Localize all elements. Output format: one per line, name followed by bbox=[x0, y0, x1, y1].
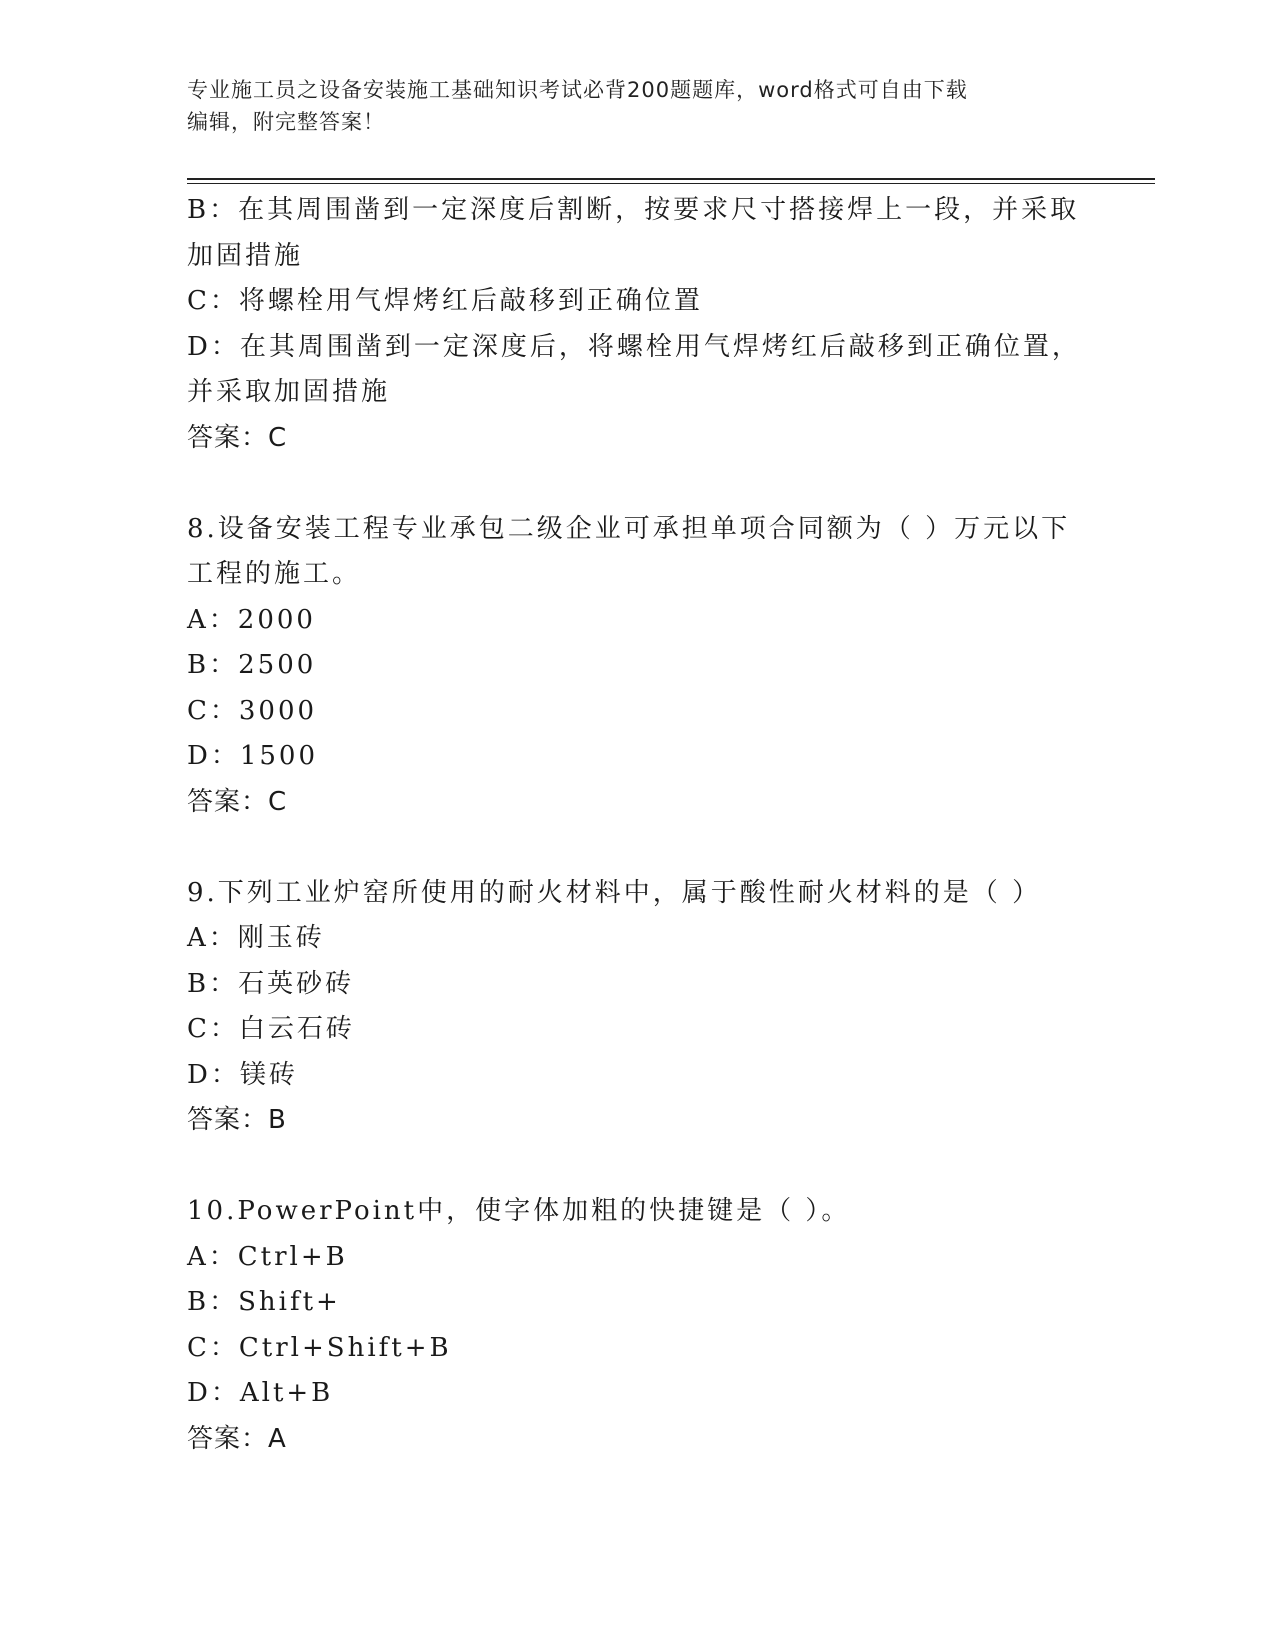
spacer bbox=[187, 461, 1087, 507]
question-7-continued bbox=[187, 188, 1087, 461]
q8-answer: 答案：C bbox=[187, 786, 288, 817]
q10-answer: 答案：A bbox=[187, 1423, 287, 1454]
q7-option-d-line-1: D：在其周围凿到一定深度后，将螺栓用气焊烤红后敲移到正确位置， bbox=[187, 331, 1081, 362]
question-10 bbox=[187, 1189, 1087, 1462]
question-9 bbox=[187, 871, 1087, 1144]
q10-option-a: A：Ctrl+B bbox=[187, 1241, 348, 1272]
spacer bbox=[187, 1144, 1087, 1190]
header-title-line-2: 编辑，附完整答案！ bbox=[187, 110, 385, 134]
q10-option-d: D：Alt+B bbox=[187, 1378, 334, 1408]
q8-option-d: D：1500 bbox=[187, 741, 319, 771]
q7-option-d-line-2: 并采取加固措施 bbox=[187, 377, 391, 407]
q10-stem: 10.PowerPoint中，使字体加粗的快捷键是（ ）。 bbox=[187, 1196, 851, 1226]
q9-option-d: D：镁砖 bbox=[187, 1059, 298, 1090]
page-header bbox=[187, 74, 1067, 138]
q10-option-b: B：Shift+ bbox=[187, 1287, 341, 1317]
q9-stem: 9.下列工业炉窑所使用的耐火材料中，属于酸性耐火材料的是（ ） bbox=[187, 877, 1042, 908]
q8-option-a: A：2000 bbox=[187, 604, 316, 635]
q9-option-a: A：刚玉砖 bbox=[187, 923, 325, 953]
q8-stem-line-2: 工程的施工。 bbox=[187, 559, 362, 589]
question-8 bbox=[187, 507, 1087, 826]
header-title-line-1: 专业施工员之设备安装施工基础知识考试必背200题题库，word格式可自由下载 bbox=[187, 78, 968, 102]
q8-option-c: C：3000 bbox=[187, 695, 318, 726]
q7-option-b-line-2: 加固措施 bbox=[187, 240, 304, 271]
header-divider-thick bbox=[187, 178, 1155, 180]
q7-answer: 答案：C bbox=[187, 422, 288, 453]
q9-option-c: C：白云石砖 bbox=[187, 1014, 355, 1044]
q8-stem-line-1: 8.设备安装工程专业承包二级企业可承担单项合同额为（ ）万元以下 bbox=[187, 513, 1071, 544]
question-list bbox=[187, 188, 1087, 1462]
q10-option-c: C：Ctrl+Shift+B bbox=[187, 1332, 452, 1363]
spacer bbox=[187, 825, 1087, 871]
q9-answer: 答案：B bbox=[187, 1105, 287, 1135]
q9-option-b: B：石英砂砖 bbox=[187, 968, 355, 999]
q8-option-b: B：2500 bbox=[187, 650, 317, 680]
header-divider-thin bbox=[187, 183, 1155, 184]
q7-option-c: C：将螺栓用气焊烤红后敲移到正确位置 bbox=[187, 286, 703, 316]
q7-option-b-line-1: B：在其周围凿到一定深度后割断，按要求尺寸搭接焊上一段，并采取 bbox=[187, 195, 1080, 225]
